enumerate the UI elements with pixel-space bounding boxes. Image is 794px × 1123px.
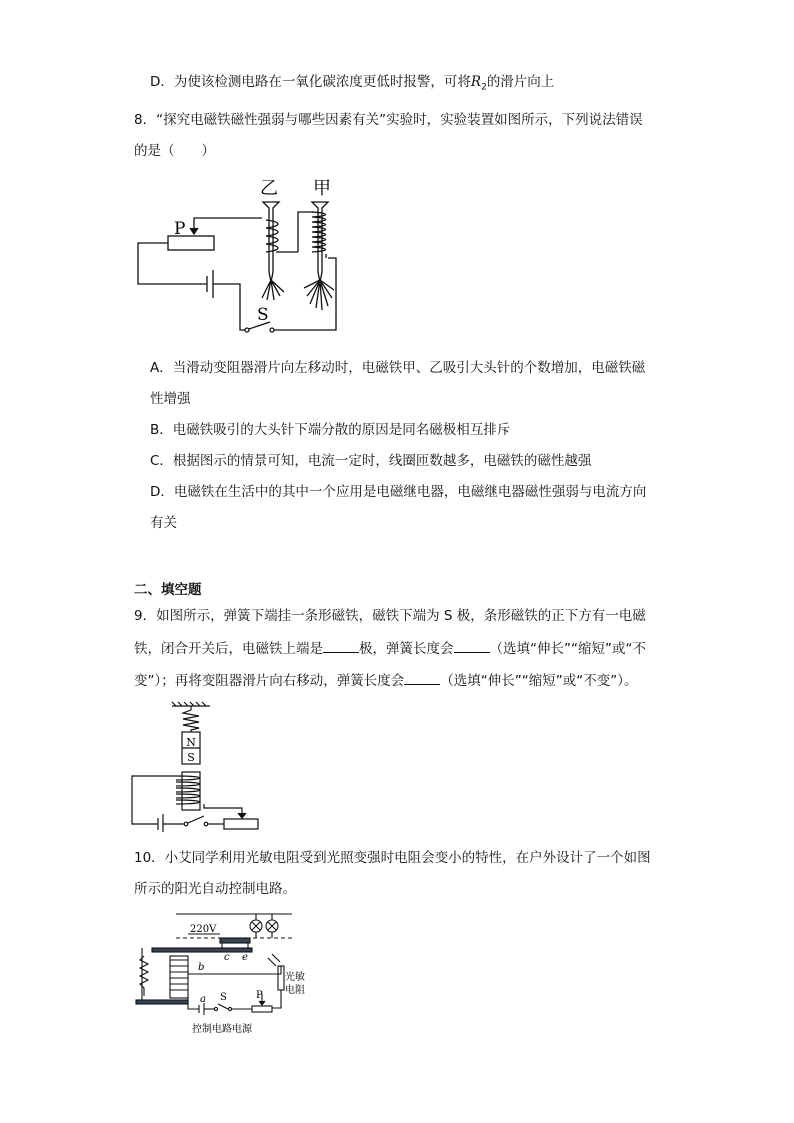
q8-option-d-line1: D．电磁铁在生活中的其中一个应用是电磁继电器，电磁继电器磁性强弱与电流方向 — [150, 484, 647, 500]
label-photo-1: 光敏 — [285, 972, 305, 983]
q7-option-d-text-end: 的滑片向上 — [486, 74, 555, 90]
q9-line2 — [134, 638, 646, 659]
q8-option-d-line2: 有关 — [150, 515, 177, 531]
q9-blank-2[interactable] — [454, 638, 490, 653]
q9-line2-text-b: 极，弹簧长度会 — [359, 641, 454, 657]
q9-blank-1[interactable] — [323, 638, 359, 653]
q10-line1: 10．小艾同学利用光敏电阻受到光照变强时电阻会变小的特性，在户外设计了一个如图 — [134, 850, 651, 866]
label-power-source: 控制电路电源 — [192, 1024, 252, 1035]
q9-line3 — [134, 670, 637, 691]
section-title-fill-blank: 二、填空题 — [134, 582, 202, 598]
q7-option-d — [150, 72, 554, 98]
magnet-label-n: N — [186, 736, 196, 749]
q8-stem-line2: 的是（ ） — [134, 143, 215, 159]
label-yi: 乙 — [260, 178, 278, 199]
label-switch: S — [220, 992, 227, 1003]
q8-option-a-line1: A．当滑动变阻器滑片向左移动时，电磁铁甲、乙吸引大头针的个数增加，电磁铁磁 — [150, 360, 646, 376]
q8-option-a-line2: 性增强 — [150, 391, 191, 407]
label-a: a — [200, 994, 206, 1005]
label-p: P — [174, 219, 186, 239]
magnet-label-s: S — [187, 751, 195, 764]
q9-figure-spring-magnet — [128, 700, 268, 832]
armature — [220, 938, 250, 943]
q10-rheostat — [252, 1006, 272, 1012]
label-switch-s: S — [257, 305, 269, 325]
label-photo-2: 电阻 — [285, 985, 305, 996]
label-c: c — [224, 952, 230, 963]
q10-figure-sunlight-control — [132, 908, 307, 1040]
q8-stem-line1: 8．“探究电磁铁磁性强弱与哪些因素有关”实验时，实验装置如图所示，下列说法错误 — [134, 112, 643, 128]
q9-rheostat — [224, 819, 258, 829]
q9-line1: 9．如图所示，弹簧下端挂一条形磁铁，磁铁下端为 S 极，条形磁铁的正下方有一电磁 — [134, 608, 646, 624]
q9-line3-text-a: 变”）；再将变阻器滑片向右移动，弹簧长度会 — [134, 673, 405, 689]
q9-line3-text-b: （选填“伸长”“缩短”或“不变”）。 — [440, 673, 638, 689]
label-220v: 220V — [190, 924, 217, 935]
slider-wire — [194, 218, 262, 234]
q9-line2-text-a: 铁，闭合开关后，电磁铁上端是 — [134, 641, 323, 657]
q9-line2-text-c: （选填“伸长”“缩短”或“不 — [489, 641, 646, 657]
label-e: e — [242, 952, 248, 963]
q9-blank-3[interactable] — [404, 670, 440, 685]
lever — [152, 948, 252, 952]
q8-option-c: C．根据图示的情景可知，电流一定时，线圈匝数越多，电磁铁的磁性越强 — [150, 453, 592, 469]
label-jia: 甲 — [313, 178, 331, 199]
label-slider-p: P — [256, 990, 263, 1001]
q10-line2: 所示的阳光自动控制电路。 — [134, 881, 296, 897]
label-b: b — [198, 962, 205, 973]
q7-option-d-text: D．为使该检测电路在一氧化碳浓度更低时报警，可将 — [150, 74, 471, 90]
relay-coil — [170, 956, 188, 998]
q8-option-b: B．电磁铁吸引的大头针下端分散的原因是同名磁极相互排斥 — [150, 422, 511, 438]
q8-figure — [132, 172, 347, 337]
resistor-subscript: 2 — [481, 82, 487, 93]
spring — [183, 706, 199, 732]
resistor-symbol: R — [470, 74, 482, 90]
